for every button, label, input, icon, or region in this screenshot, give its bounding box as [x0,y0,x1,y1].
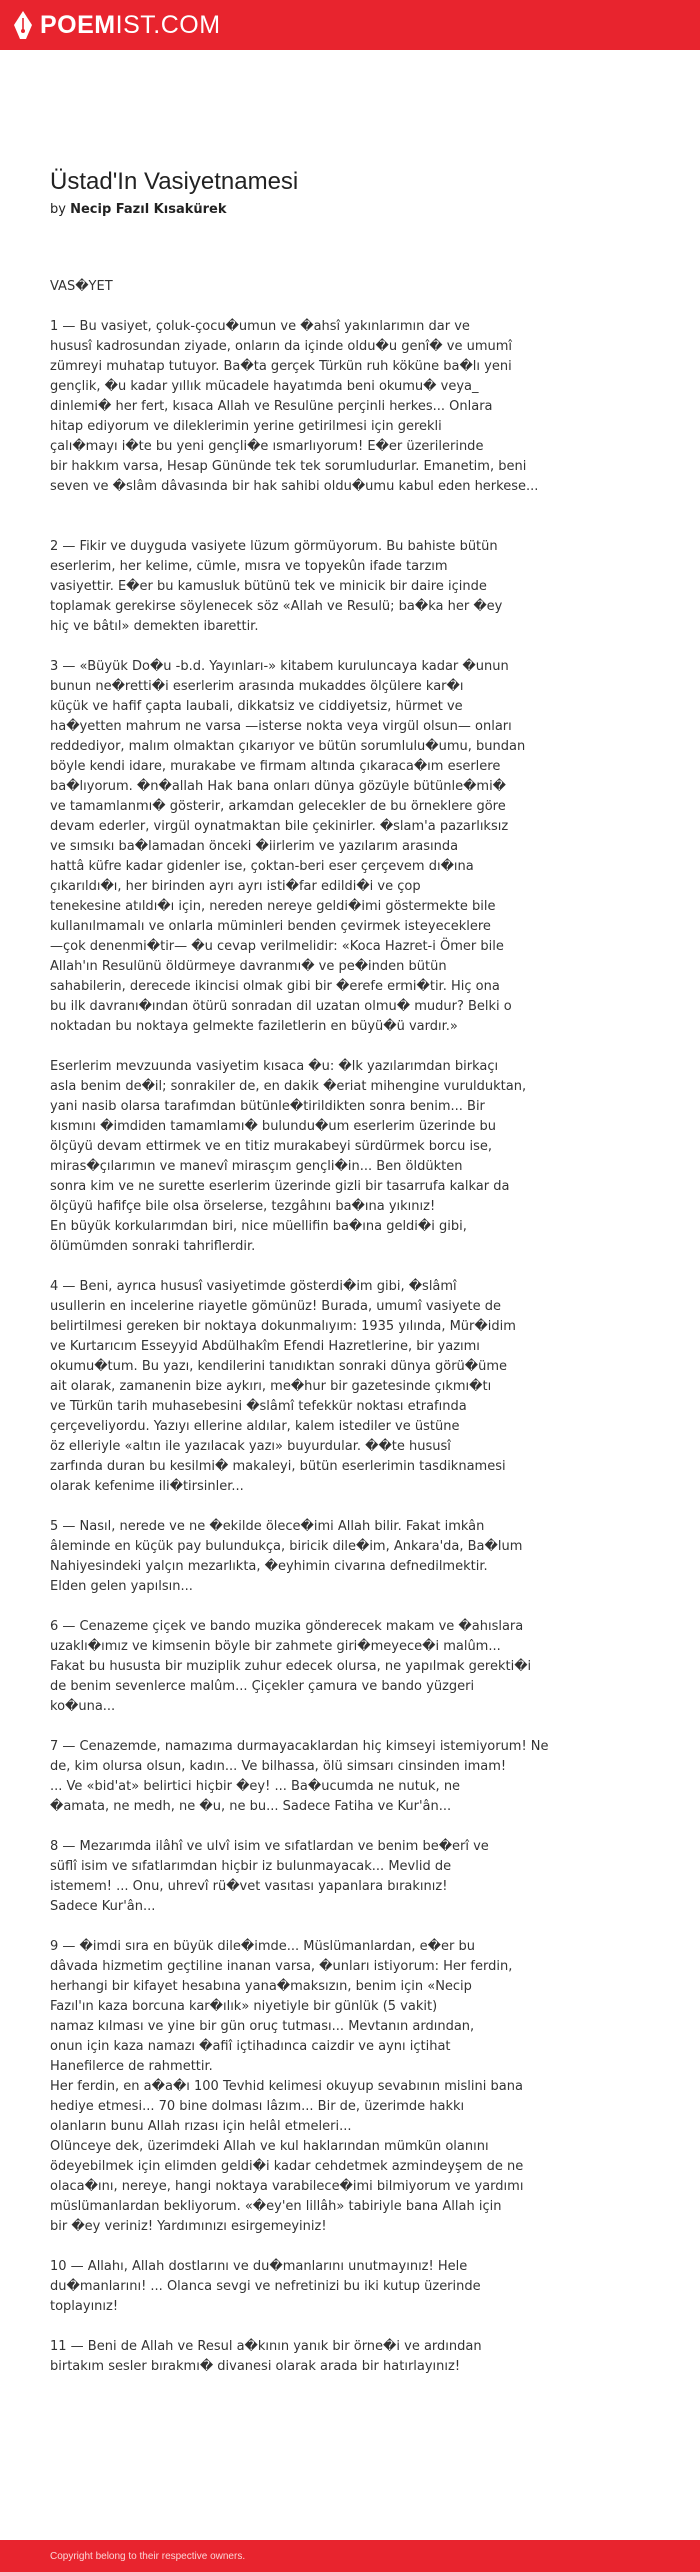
poem-paragraph: 1 — Bu vasiyet, çoluk-çocu�umun ve �ahsî yakınlarımın dar ve hususî kadrosundan ziyade, onların da içinde oldu�u genî� ve umumî zümreyi muhatap tutuyor. Ba�ta gerçek Türkün ruh köküne ba�lı yeni gençlik, �u kadar yıllık mücadele hayatımda beni okumu� veya_ dinlemi� her fert, kısaca Allah ve Resulüne perçinli herkes... Onlara hitap ediyorum ve dileklerimin yerine getirilmesi için gerekli çalı�mayı i�te bu yeni gençli�e ısmarlıyorum! E�er üzerilerinde bir hakkım varsa, Hesap Gününde tek tek sorumludurlar. Emanetim, beni seven ve �slâm dâvasında bir hak sahibi oldu�umu kabul eden herkese... [50,319,539,494]
poem-paragraph: 3 — «Büyük Do�u -b.d. Yayınları-» kitabem kuruluncaya kadar �unun bunun ne�retti�i eserlerim arasında mukaddes ölçülere kar�ı küçük ve hafif çapta laubali, dikkatsiz ve ciddiyetsiz, hürmet ve ha�yetten mahrum ne varsa —isterse nokta veya virgül olsun— onları reddediyor, malım olmaktan çıkarıyor ve bütün sorumlulu�umu, bundan böyle kendi idare, murakabe ve firmam altında çıkaraca�ım eserlere ba�lıyorum. �n�allah Hak bana onları dünya gözüyle bütünle�mi� ve tamamlanmı� gösterir, arkamdan gelecekler de bu örneklere göre devam ederler, virgül oynatmaktan bile çekinirler. �slam'a pazarlıksız ve sımsıkı ba�lamadan önceki �iirlerim ve yazılarım arasında hattâ küfre kadar gidenler ise, çoktan-beri eser çerçevem dı�ına çıkarıldı�ı, her birinden ayrı ayrı isti�far edildi�i ve çop tenekesine atıldı�ı için, nereden nereye geldi�imi göstermekte bile kullanılmamalı ve onlarla müminleri benden çevirmek isteyeceklere —çok denenmi�tir— �u cevap verilmelidir: «Koca Hazret-i Ömer bile Allah'ın Resulünü öldürmeye davranmı� ve pe�inden bütün sahabilerin, derecede ikincisi olmak gibi bir �erefe ermi�tir. Hiç ona bu ilk davranı�ından ötürü sonradan dil uzatan olmu� mudur? Belki o noktadan bu noktaya gelmekte faziletlerin en büyü�ü vardır.» [50,659,526,1034]
author-link[interactable]: Necip Fazıl Kısakürek [70,202,227,217]
copyright-text: Copyright belong to their respective owners. [50,2550,246,2562]
poem-paragraph: 4 — Beni, ayrıca hususî vasiyetimde gösterdi�im gibi, �slâmî usullerin en incelerine riayetle gömünüz! Burada, umumî vasiyete de belirtilmesi gereken bir noktaya dokunmalıyım: 1935 yılında, Mür�idim ve Kurtarıcım Esseyyid Abdülhakîm Efendi Hazretlerine, bir yazımı okumu�tum. Bu yazı, kendilerini tanıdıktan sonraki dünya görü�üme ait olarak, zamanenin bize aykırı, me�hur bir gazetesinde çıkmı�tı ve Türkün tarih muhasebesini �slâmî tefekkür noktası etrafında çerçeveliyordu. Yazıyı ellerine aldılar, kalem istediler ve üstüne öz elleriyle «altın ile yazılacak yazı» buyurdular. ��te hususî zarfında duran bu kesilmi� makaleyi, bütün eserlerimin tasdiknamesi olarak kefenime ili�tirsinler... [50,1279,516,1494]
poem-paragraph: 7 — Cenazemde, namazıma durmayacaklardan hiç kimseyi istemiyorum! Ne de, kim olursa olsun, kadın... Ve bilhassa, ölü simsarı cinsinden imam! ... Ve «bid'at» belirtici hiçbir �ey! ... Ba�ucumda ne nutuk, ne �amata, ne medh, ne �u, ne bu... Sadece Fatiha ve Kur'ân... [50,1739,549,1814]
poem-paragraph: 5 — Nasıl, nerede ve ne �ekilde ölece�imi Allah bilir. Fakat imkân âleminde en küçük pay bulundukça, biricik dile�im, Ankara'da, Ba�lum Nahiyesindeki yalçın mezarlıkta, �eyhimin civarına defnedilmektir. Elden gelen yapılsın... [50,1519,523,1594]
pen-nib-icon [12,10,34,40]
by-label: by [50,202,66,217]
site-logo: POEMIST.COM [40,10,221,39]
site-footer [0,2540,700,2572]
site-header [0,0,700,50]
byline [50,202,660,217]
poem-paragraph: 10 — Allahı, Allah dostlarını ve du�manlarını unutmayınız! Hele du�manlarını! ... Olanca sevgi ve nefretinizi bu iki kutup üzerinde toplayınız! [50,2259,481,2314]
poem-paragraph: 8 — Mezarımda ilâhî ve ulvî isim ve sıfatlardan ve benim be�erî ve süflî isim ve sıfatlarımdan hiçbir iz bulunmayacak... Mevlid de istemem! ... Onu, uhrevî rü�vet vasıtası yapanlara bırakınız! Sadece Kur'ân... [50,1839,489,1914]
poem-paragraph: 6 — Cenazeme çiçek ve bando muzika gönderecek makam ve �ahıslara uzaklı�ımız ve kimsenin böyle bir zahmete giri�meyece�i malûm... Fakat bu hususta bir muziplik zuhur edecek olursa, ne yapılmak gerekti�i de benim sevenlerce malûm... Çiçekler çamura ve bando yüzgeri ko�una... [50,1619,532,1714]
poem-title: Üstad'In Vasiyetnamesi [50,168,299,195]
poem-page [0,50,700,2377]
poem-paragraph: 9 — �imdi sıra en büyük dile�imde... Müslümanlardan, e�er bu dâvada hizmetim geçtiline inanan varsa, �unları istiyorum: Her ferdin, herhangi bir kifayet hesabına yana�maksızın, benim için «Necip Fazıl'ın kaza borcuna kar�ılık» niyetiyle bir günlük (5 vakit) namaz kılması ve yine bir gün oruç tutması... Mevtanın ardından, onun için kaza namazı �afiî içtihadınca caizdir ve aynı içtihat Hanefilerce de rahmettir. Her ferdin, en a�a�ı 100 Tevhid kelimesi okuyup sevabının mislini bana hediye etmesi... 70 bine dolması lâzım... Bir de, üzerimde hakkı olanların bunu Allah rızası için helâl etmeleri... Olünceye dek, üzerimdeki Allah ve kul haklarından mümkün olanını ödeyebilmek için elimden geldi�i kadar cehdetmek azmindeyşem de ne olaca�ını, nereye, hangi noktaya varabilece�imi bilmiyorum ve yardımı müslümanlardan bekliyorum. «�ey'en lillâh» tabiriyle bana Allah için bir �ey veriniz! Yardımınızı esirgemeyiniz! [50,1939,524,2234]
home-link[interactable] [12,10,221,40]
poem-paragraph: Eserlerim mevzuunda vasiyetim kısaca �u: �lk yazılarımdan birkaçı asla benim de�il; sonrakiler de, en dakik �eriat mihengine vurulduktan, yani nasib olarsa tarafımdan bütünle�tirildikten sonra benim... Bir kısmını �imdiden tamamlamı� bulundu�um eserlerim üzerinde bu ölçüyü devam ettirmek ve en titiz murakabeyi sürdürmek borcu ise, miras�çılarımın ve manevî mirasçım gençli�in... Ben öldükten sonra kim ve ne surette eserlerim üzerinde gizli bir tasarrufa kalkar da ölçüyü hafifçe bile olsa örselerse, tezgâhını ba�ına yıkınız! En büyük korkularımdan biri, nice müellifin ba�ına geldi�i gibi, ölümümden sonraki tahriflerdir. [50,1059,527,1254]
poem-heading: VAS�YET [50,279,113,294]
poem-paragraph: 2 — Fikir ve duyguda vasiyete lüzum görmüyorum. Bu bahiste bütün eserlerim, her kelime, cümle, mısra ve topyekûn ifade tarzım vasiyettir. E�er bu kamusluk bütünü tek ve minicik bir daire içinde toplamak gerekirse söylenecek söz «Allah ve Resulü; ba�ka her �ey hiç ve bâtıl» demekten ibarettir. [50,539,503,634]
poem-signature: 11 — Beni de Allah ve Resul a�kının yanık bir örne�i ve ardından birtakım sesler bırakmı� divanesi olarak arada bir hatırlayınız! [50,2339,482,2374]
poem-body [50,277,660,2377]
